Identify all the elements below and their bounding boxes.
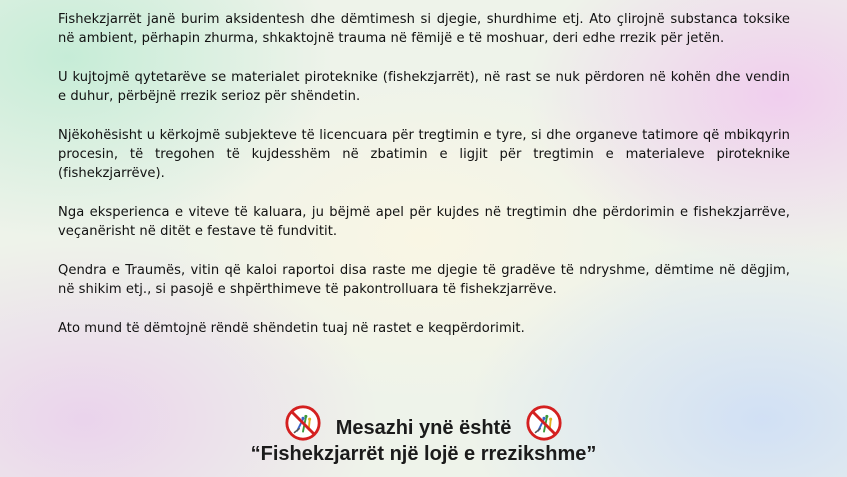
paragraph-4: Nga eksperienca e viteve të kaluara, ju bëjmë apel për kujdes në tregtimin dhe përdorimin e fishekzjarrëve, veçanërisht në ditët e festave të fundvitit. bbox=[58, 204, 790, 240]
announcement-body bbox=[58, 10, 790, 357]
message-headline: Mesazhi ynë është bbox=[335, 416, 512, 439]
message-footer bbox=[0, 402, 847, 466]
no-fireworks-icon bbox=[525, 404, 563, 442]
message-slogan: “Fishekzjarrët një lojë e rrezikshme” bbox=[250, 443, 597, 465]
paragraph-5: Qendra e Traumës, vitin që kaloi raportoi disa raste me djegie të gradëve të ndryshme, dëmtime në dëgjim, në shikim etj., si pasojë e shpërthimeve të pakontrolluara të fishekzjarrëve. bbox=[58, 262, 790, 298]
paragraph-6: Ato mund të dëmtojnë rëndë shëndetin tuaj në rastet e keqpërdorimit. bbox=[58, 320, 525, 336]
paragraph-3: Njëkohësisht u kërkojmë subjekteve të licencuara për tregtimin e tyre, si dhe organeve tatimore që mbikqyrin procesin, të tregohen të kujdesshëm në zbatimin e ligjit për tregtimin e materialeve piroteknike (fishekzjarrëve). bbox=[58, 127, 790, 182]
no-fireworks-icon bbox=[284, 404, 322, 442]
paragraph-2: U kujtojmë qytetarëve se materialet piroteknike (fishekzjarrët), në rast se nuk përdoren në kohën dhe vendin e duhur, përbëjnë rrezik serioz për shëndetin. bbox=[58, 69, 790, 105]
paragraph-1: Fishekzjarrët janë burim aksidentesh dhe dëmtimesh si djegie, shurdhime etj. Ato çlirojnë substanca toksike në ambient, përhapin zhurma, shkaktojnë trauma në fëmijë e të moshuar, deri edhe rrezik për jetën. bbox=[58, 12, 790, 47]
message-headline-row bbox=[0, 402, 847, 444]
